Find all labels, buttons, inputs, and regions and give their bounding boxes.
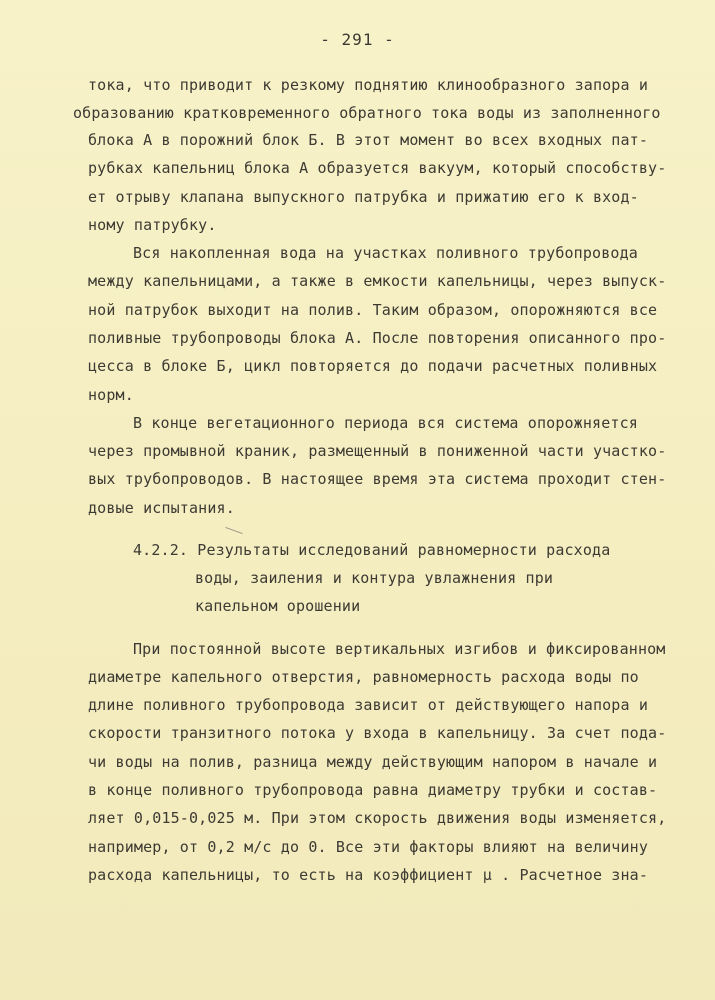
text-line: В конце вегетационного периода вся система опорожняется	[133, 414, 638, 432]
text-line: ному патрубку.	[88, 216, 217, 234]
text-line: норм.	[88, 386, 134, 404]
text-line: образованию кратковременного обратного тока воды из заполненного	[73, 104, 661, 122]
text-line: чи воды на полив, разница между действующим напором в начале и	[88, 753, 658, 771]
text-line: рубках капельниц блока А образуется вакуум, который способству-	[88, 159, 667, 177]
section-heading: 4.2.2. Результаты исследований равномерности расхода	[133, 541, 611, 559]
text-line: ной патрубок выходит на полив. Таким образом, опорожняются все	[88, 301, 658, 319]
stray-mark	[225, 527, 242, 534]
section-heading: воды, заиления и контура увлажнения при	[195, 569, 554, 587]
text-line: поливные трубопроводы блока А. После повторения описанного про-	[88, 329, 667, 347]
text-line: в конце поливного трубопровода равна диаметру трубки и состав-	[88, 781, 658, 799]
text-line: длине поливного трубопровода зависит от действующего напора и	[88, 696, 649, 714]
text-line: расхода капельницы, то есть на коэффициент μ . Расчетное зна-	[88, 866, 649, 884]
text-line: довые испытания.	[88, 499, 235, 517]
text-line: диаметре капельного отверстия, равномерность расхода воды по	[88, 668, 639, 686]
text-line: скорости транзитного потока у входа в капельницу. За счет пода-	[88, 724, 667, 742]
section-heading: капельном орошении	[195, 597, 361, 615]
text-line: ет отрыву клапана выпускного патрубка и прижатию его к вход-	[88, 188, 639, 206]
page-number: - 291 -	[320, 30, 395, 49]
text-line: блока А в порожний блок Б. В этот момент во всех входных пат-	[88, 131, 649, 149]
text-line: через промывной краник, размещенный в пониженной части участко-	[88, 442, 667, 460]
text-line: между капельницами, а также в емкости капельницы, через выпуск-	[88, 272, 667, 290]
text-line: При постоянной высоте вертикальных изгибов и фиксированном	[133, 640, 666, 658]
text-line: Вся накопленная вода на участках поливного трубопровода	[133, 244, 638, 262]
text-line: например, от 0,2 м/с до 0. Все эти факторы влияют на величину	[88, 838, 649, 856]
text-line: ляет 0,015-0,025 м. При этом скорость движения воды изменяется,	[88, 809, 667, 827]
text-line: тока, что приводит к резкому поднятию клинообразного запора и	[88, 76, 649, 94]
text-line: цесса в блоке Б, цикл повторяется до подачи расчетных поливных	[88, 357, 658, 375]
text-line: вых трубопроводов. В настоящее время эта система проходит стен-	[88, 470, 667, 488]
